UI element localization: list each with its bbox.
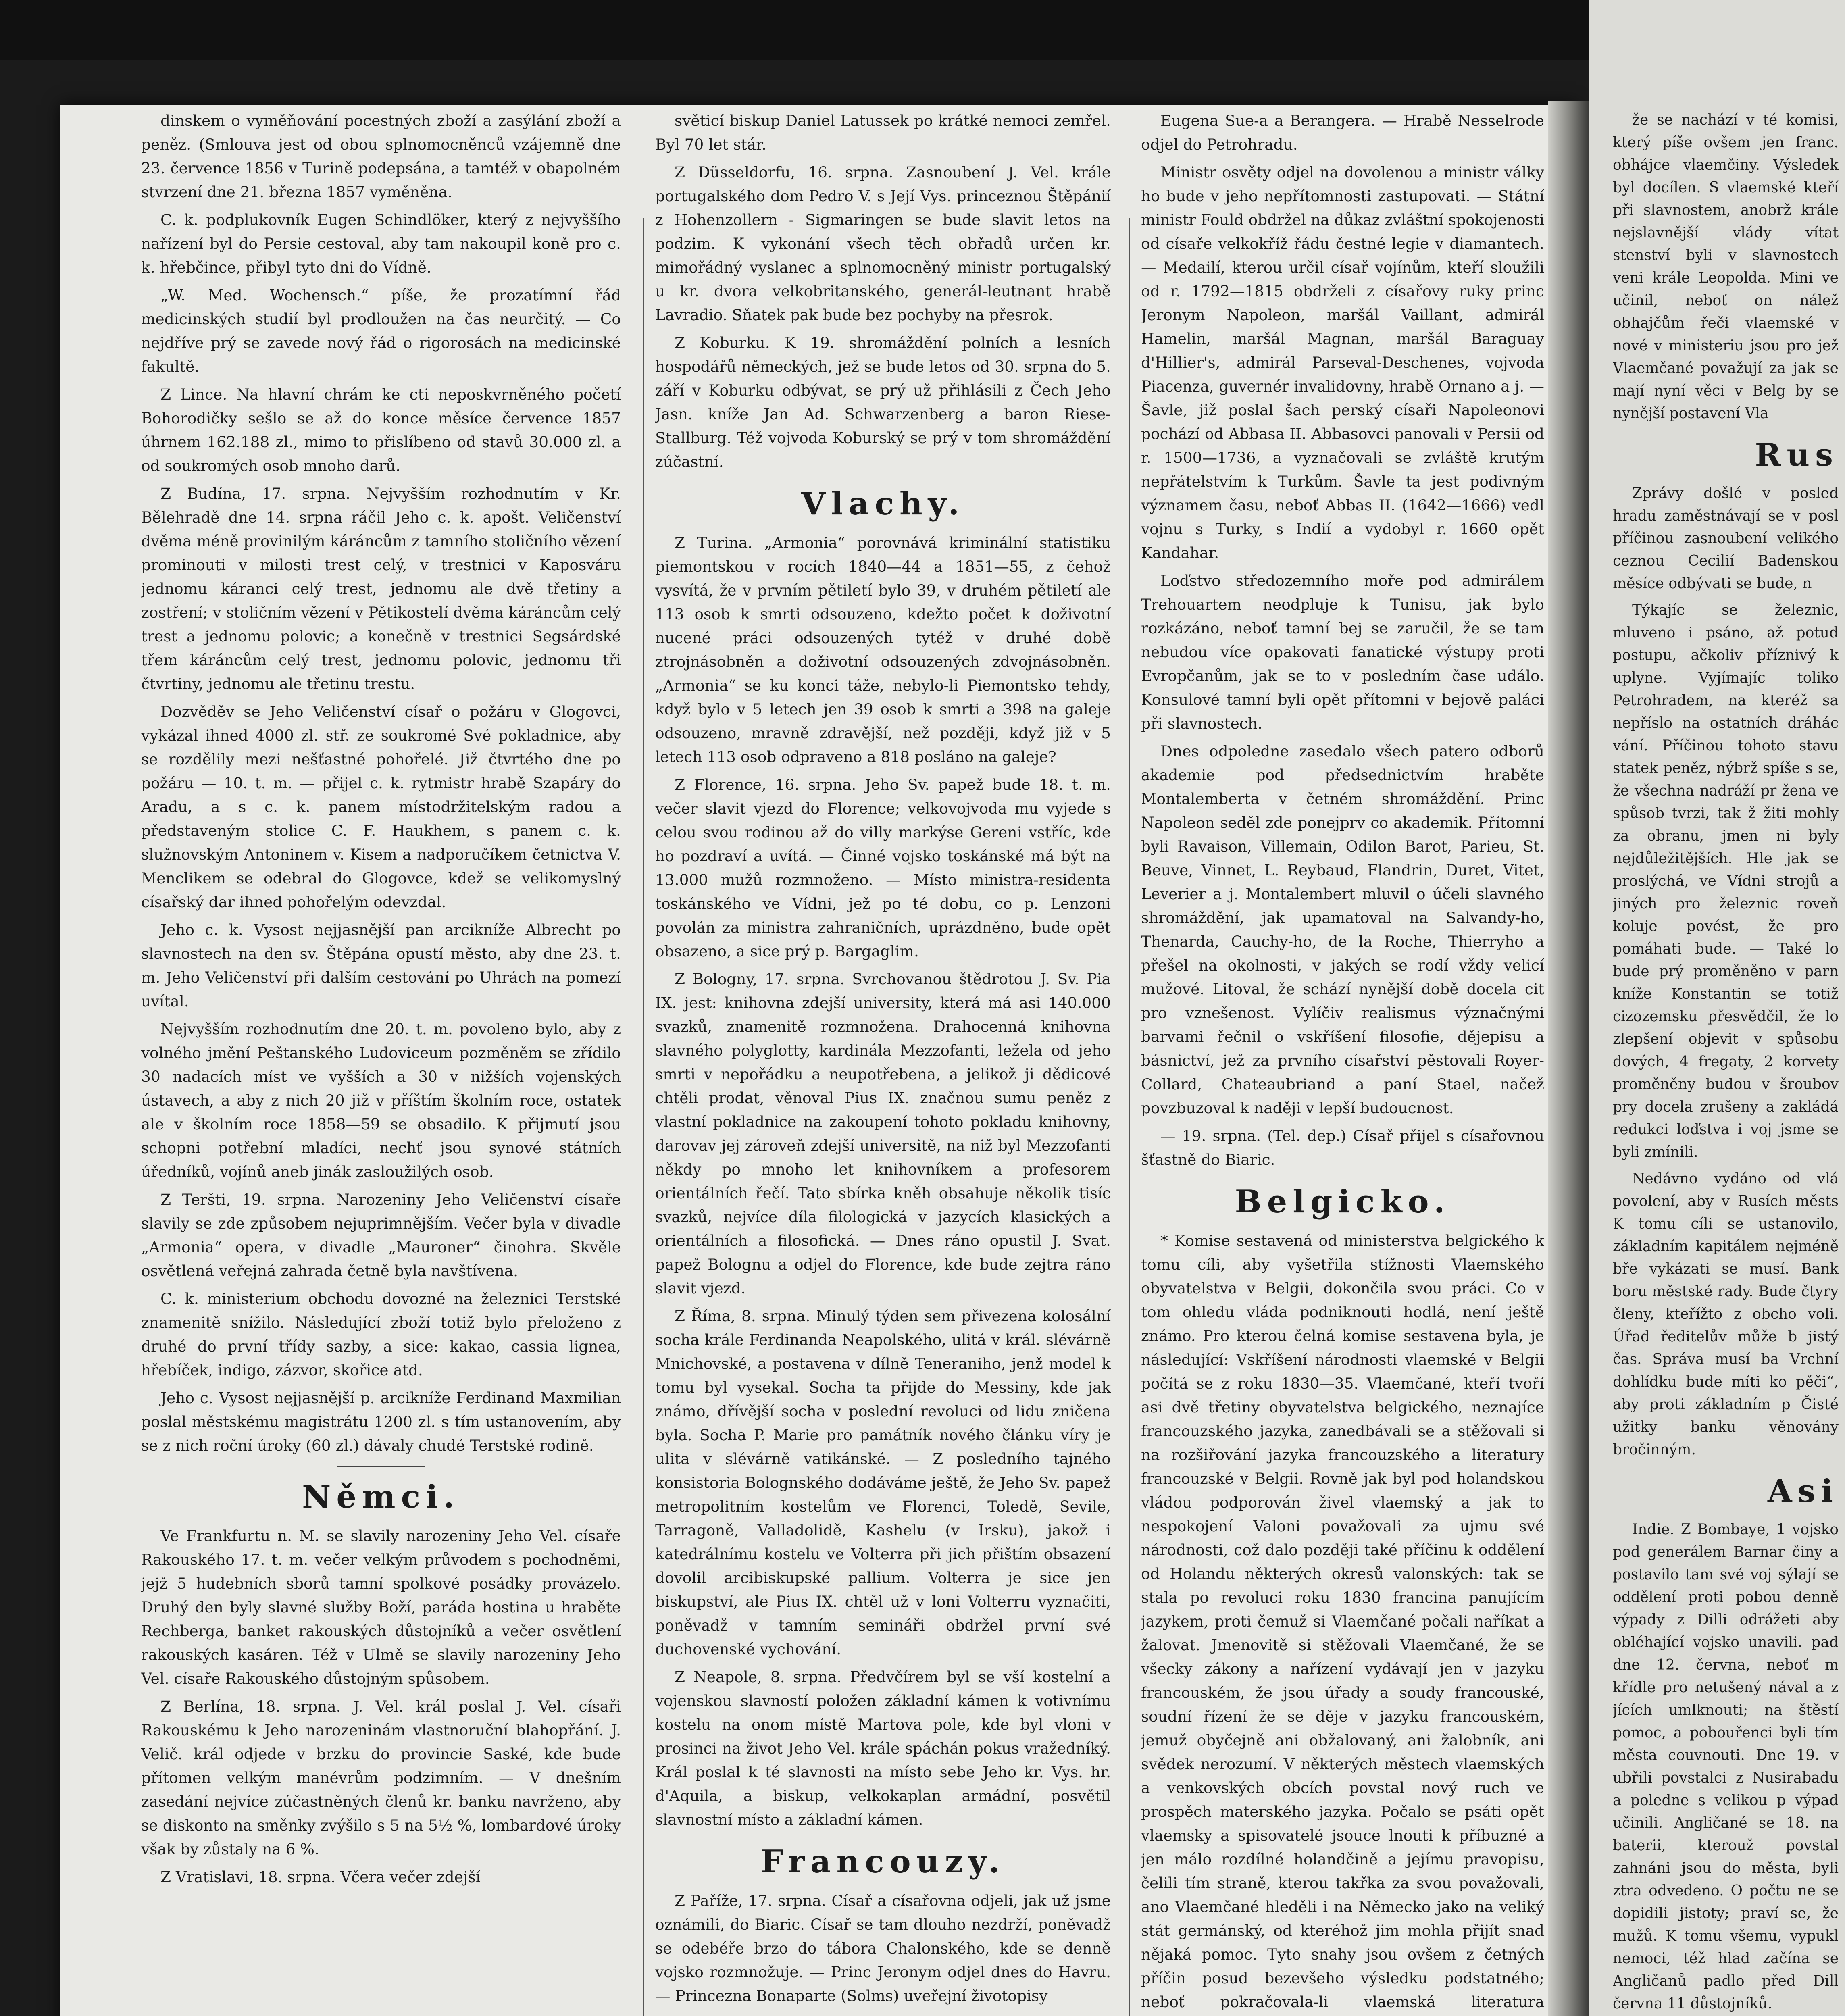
article-paragraph: — 19. srpna. (Tel. dep.) Císař přijel s císařovnou šťastně do Biaric. bbox=[1141, 1127, 1544, 1168]
column-2-articles-francouzy bbox=[655, 1889, 1111, 2008]
heading-asie: Asi bbox=[1767, 1473, 1839, 1510]
article-paragraph: Nedávno vydáno od vlá povolení, aby v Rusích městs K tomu cíli se ustanovilo, základním kapitálem nejméně bře vykázati se musí. Bank boru městské rady. Bude čtyry členy, kteřížto z obcho voli. Úřad ředitelův může b jistý čas. Správa musí ba Vrchní dohlídku bude míti ko pěči“, aby proti základním p Čisté užitky banku věnovány bročinným. bbox=[1613, 1170, 1839, 1458]
article-paragraph: Z Lince. Na hlavní chrám ke cti neposkvrněného početí Bohorodičky sešlo se až do konce měsíce července 1857 úhrnem 162.188 zl., mimo to přislíbeno od stavů 30.000 zl. a od soukromých osob mnoho darů. bbox=[141, 385, 621, 475]
article-paragraph: Nejvyšším rozhodnutím dne 20. t. m. povoleno bylo, aby z volného jmění Peštanského Ludoviceum pozměněm se zřídilo 30 nadacích míst ve vyšších a 30 v nižších vojenských ústavech, a aby z nich 20 již v příštím školním roce, ostatek ale v školním roce 1858—59 se obsadilo. K přijmutí jsou schopni potřební mladíci, nechť jsou synové státních úředníků, vojínů aneb jinák zasloužilých osob. bbox=[141, 1020, 621, 1181]
column-2-articles bbox=[655, 109, 1111, 474]
article-paragraph: Z Turina. „Armonia“ porovnává kriminální statistiku piemontskou v rocích 1840—44 a 1851—55, z čehož vysvítá, že v prvním pětiletí bylo 39, v druhém pětiletí ale 113 osob k smrti odsouzeno, kdežto počet k doživotní nucené práci odsouzených tytéž v druhé době ztrojnásobněn a doživotní odsouzených zdvojnásobněn. „Armonia“ se ku konci táže, nebylo-li Piemontsko tehdy, když bylo v 5 letech jen 39 osob k smrti a 398 na galeje odsouzeno, mravně zdravější, než později, když již v 5 letech 113 osob odpraveno a 818 posláno na galeje? bbox=[655, 534, 1111, 766]
article-paragraph: C. k. podplukovník Eugen Schindlöker, který z nejvyššího nařízení byl do Persie cestoval, aby tam nakoupil koně pro c. k. hřebčince, přibyl tyto dni do Vídně. bbox=[141, 211, 621, 276]
article-paragraph: Z Paříže, 17. srpna. Císař a císařovna odjeli, jak už jsme oznámili, do Biaric. Císař se tam dlouho nezdrží, poněvadž se odebéře brzo do tábora Chalonského, kde se denně vojsko rozmnožuje. — Princ Jeronym odjel dnes do Havru. — Princezna Bonaparte (Solms) uveřejní životopisy bbox=[655, 1892, 1111, 2005]
column-4-articles-asie bbox=[1613, 1518, 1839, 2016]
article-paragraph: Týkajíc se železnic, mluveno i psáno, až potud postupu, ačkoliv příznivý k uplyne. Vyjímajíc toliko Petrohradem, na kteréž sa nepříslo na ostatních dráhác vání. Příčinou tohoto stavu statek peněz, nýbrž spíše s se, že všechna nadráží pr žena ve spůsob tvrzi, tak ž žiti mohly za obranu, jmen ni byly nejdůležitějších. Hle jak se proslýchá, ve Vídni strojů a jiných pro železnic roveň koluje povést, že pro pomáhati bude. — Také lo bude prý proměněno v parn kníže Konstantin se totiž cizozemsku přesvědčil, že lo zlepšení objevit v spůsobu dových, 4 fregaty, 2 korvety proměněny budou v šroubov pry docela zrušeny a zakládá redukci loďstva i voj jsme se byli zmínili. bbox=[1613, 602, 1839, 1160]
article-paragraph: Jeho c. k. Vysost nejjasnější pan arcikníže Albrecht po slavnostech na den sv. Štěpána opustí město, aby dne 23. t. m. Jeho Veličenství při dalším cestování po Uhrách na pomezí uvítal. bbox=[141, 921, 621, 1010]
article-paragraph: Z Říma, 8. srpna. Minulý týden sem přivezena kolosální socha krále Ferdinanda Neapolského, ulitá v král. slévárně Mnichovské, a postavena v dílně Teneraniho, jenž model k tomu byl vysekal. Socha ta přijde do Messiny, kde jak známo, dřívější socha v poslední revoluci od lidu zničena byla. Socha P. Marie pro památník nového článku víry je ulita v slévárně vatikánské. — Z posledního tajného konsistoria Bolognského dodáváme ještě, že Jeho Sv. papež metropolitním kostelům ve Florenci, Toledě, Sevile, Tarragoně, Valladolidě, Kashelu (v Irsku), jakož i katedrálnímu kostelu ve Volterra při jich přištím obsazení dovolil arcibiskupské pallium. Volterra je sice jen biskupství, ale Pius IX. chtěl už v loni Volterru vyznačiti, poněvadž v tamním semináři obdržel první své duchovenské vychování. bbox=[655, 1307, 1111, 1658]
article-paragraph: Ministr osvěty odjel na dovolenou a ministr války ho bude v jeho nepřítomnosti zastupovati. — Státní ministr Fould obdržel na důkaz zvláštní spokojenosti od císaře velkokříž řádu čestné legie v diamantech. — Medailí, kterou určil císař vojínům, kteří sloužili od r. 1792—1815 obdrželi z císařovy ruky princ Jeronym Napoleon, maršál Vaillant, admirál Hamelin, maršál Magnan, maršál Baraguay d'Hillier's, admirál Parseval-Deschenes, vojvoda Piacenza, guvernér invalidovny, hrabě Ornano a j. — Šavle, již poslal šach perský císaři Napoleonovi pochází od Abbasa II. Abbasovci panovali v Persii od r. 1500—1736, a vyznačovali se zvláště krutým nepřátelstvím k Turkům. Šavle ta jest podivným významem času, neboť Abbas II. (1642—1666) vedl vojnu s Turky, s Indií a vydobyl r. 1660 opět Kandahar. bbox=[1141, 163, 1544, 562]
article-paragraph: světicí biskup Daniel Latussek po krátké nemoci zemřel. Byl 70 let stár. bbox=[655, 112, 1111, 153]
article-paragraph: Dozvěděv se Jeho Veličenství císař o požáru v Glogovci, vykázal ihned 4000 zl. stř. ze soukromé Své pokladnice, aby se rozdělily mezi nešťastné pohořelé. Již čtvrtého dne po požáru — 10. t. m. — přijel c. k. rytmistr hrabě Szapáry do Aradu, a s c. k. panem místodržitelským radou a představeným stolice C. F. Haukhem, s panem c. k. služnovským Antoninem v. Kisem a nadporučíkem četnictva V. Menclikem se odebral do Glogovce, kdež se velikomyslný císařský dar ihned pohořelým odevzdal. bbox=[141, 703, 621, 911]
column-1 bbox=[141, 109, 621, 2016]
column-3-articles-belgicko bbox=[1141, 1229, 1544, 2016]
column-4-facing-page bbox=[1613, 109, 1839, 2016]
column-rule bbox=[643, 218, 644, 2016]
article-paragraph: Loďstvo středozemního moře pod admirálem Trehouartem neodpluje k Tunisu, jak bylo rozkázáno, neboť tamní bej se zaručil, že se tam nebudou více opakovati fanatické výstupy proti Evropčanům, jak se to v posledním čase událo. Konsulové tamní byli opět přítomni v bejově paláci při slavnostech. bbox=[1141, 572, 1544, 732]
heading-nemci: Němci. bbox=[302, 1479, 460, 1515]
article-paragraph: Z Neapole, 8. srpna. Předvčírem byl se vší kostelní a vojenskou slavností položen základní kámen k votivnímu kostelu na onom místě Martova pole, kde byl vloni v prosinci na život Jeho Vel. krále spáchán pokus vražedníký. Král poslal k té slavnosti na místo sebe Jeho kr. Vys. hr. d'Aquila, a biskup, velkokaplan armádní, posvětil slavnostní místo a základní kámen. bbox=[655, 1668, 1111, 1829]
article-paragraph: dinskem o vyměňování pocestných zboží a zasýlání zboží a peněz. (Smlouva jest od obou splnomocněnců vzájemně dne 23. července 1856 v Turině podepsána, a tamtéž v obapolném stvrzení dne 21. března 1857 vyměněna. bbox=[141, 112, 621, 201]
article-paragraph: Zprávy došlé v posled hradu zaměstnávají se v posl příčinou zasnoubení velikého ceznou Cecilií Badenskou měsíce odbývati se bude, n bbox=[1613, 485, 1839, 592]
article-paragraph: Z Koburku. K 19. shromáždění polních a lesních hospodářů německých, jež se bude letos od 30. srpna do 5. září v Koburku odbývat, se prý už přihlásili z Čech Jeho Jasn. kníže Jan Ad. Schwarzenberg a baron Riese-Stallburg. Též vojvoda Koburský se prý v tom shromáždění zúčastní. bbox=[655, 334, 1111, 471]
article-paragraph: Z Vratislavi, 18. srpna. Včera večer zdejší bbox=[160, 1868, 481, 1886]
column-2-articles-vlachy bbox=[655, 531, 1111, 1832]
article-paragraph: Z Florence, 16. srpna. Jeho Sv. papež bude 18. t. m. večer slavit vjezd do Florence; velkovojvoda mu vyjede s celou svou rodinou až do villy markýse Gereni vstříc, kde ho pozdraví a uvítá. — Činné vojsko toskánské má být na 13.000 mužů rozmnoženo. — Místo ministra-residenta toskánského ve Vídni, jež po té dobu, co p. Lenzoni povolán za ministra zahraničních, uprázdněno, bude opět obsazeno, a sice prý p. Bargaglim. bbox=[655, 776, 1111, 960]
article-paragraph: Dnes odpoledne zasedalo všech patero odborů akademie pod předsednictvím hraběte Montalemberta v četném shromáždění. Princ Napoleon seděl zde ponejprv co akademik. Přítomní byli Ravaison, Villemain, Odilon Barot, Parieu, St. Beuve, Vinnet, L. Reybaud, Flandrin, Duret, Vitet, Leverier a j. Montalembert mluvil o účeli slavného shromáždění, jak upamatoval na Salvandy-ho, Thenarda, Cauchy-ho, de la Roche, Thierryho a přešel na okolnosti, v jakých se rodí vždy velicí mužové. Litoval, že schází nynější době docela cit pro vznešenost. Vylíčiv realismus význačnými barvami řečnil o vskříšení filosofie, dějepisu a básnictví, jež za prvního císařství pěstovali Royer-Collard, Chateaubriand a paní Stael, načež povzbuzoval k naději v lepší budoucnost. bbox=[1141, 742, 1544, 1117]
article-paragraph: že se nachází v té komisi, který píše ovšem jen franc. obhájce vlaemčiny. Výsledek byl docílen. S vlaemské kteří při slavnostem, anobrž krále nejslavnější vlády vítat stenství byli v slavnostech veni krále Leopolda. Mini ve učinil, neboť on nálež obhajčům řeči vlaemské v nové v ministeriu jsou pro jež Vlaemčané považují za jak se mají nyní věci v Belg by se nynější postavení Vla bbox=[1613, 112, 1839, 422]
article-paragraph: Jeho c. Vysost nejjasnější p. arcikníže Ferdinand Maxmilian poslal městskému magistrátu 1200 zl. s tím ustanovením, aby se z nich roční úroky (60 zl.) dávaly chudé Terstské rodině. bbox=[141, 1389, 621, 1454]
scan-top-border bbox=[0, 0, 1845, 60]
article-paragraph: Z Teršti, 19. srpna. Narozeniny Jeho Veličenství císaře slavily se zde způsobem nejuprimnějším. Večer byla v divadle „Armonia“ opera, v divadle „Mauroner“ činohra. Skvěle osvětlená veřejná zahrada četně byla navštívena. bbox=[141, 1191, 621, 1280]
article-paragraph: Indie. Z Bombaye, 1 vojsko pod generálem Barnar činy a postavilo tam své voj sýlají se oddělení proti pobou denně výpady z Dilli odrážeti aby obléhající vojsko unavili. pad dne 12. června, neboť m křídle pro netušený nával a z jících umlknouti; na štěstí pomoc, a pobouřenci byli tím města couvnouti. Dne 19. v ubřili povstalci z Nusirabadu a poledne s velikou p výpad učinili. Angličané se 18. na baterii, kterouž povstal zahnáni jsou do města, byli ztra odvedeno. O počtu ne se dopidili jistoty; praví se, že mužů. K tomu všemu, vypukl nemoci, též hlad začína se Angličanů padlo před Dill června 11 důstojníků. bbox=[1613, 1521, 1839, 2012]
column-rule bbox=[1129, 218, 1130, 2016]
article-paragraph: Ve Frankfurtu n. M. se slavily narozeniny Jeho Vel. císaře Rakouského 17. t. m. večer velkým průvodem s pochodněmi, jejž 5 hudebních sborů tamní spolkové posádky provázelo. Druhý den byly slavné služby Boží, paráda hostina u hraběte Rechberga, banket rakouských důstojníků a večer osvětlení rakouských kasáren. Též v Ulmě se slavily narozeniny Jeho Vel. císaře Rakouského důstojným spůsobem. bbox=[141, 1527, 621, 1687]
heading-francouzy: Francouzy. bbox=[760, 1843, 1006, 1880]
column-2 bbox=[655, 109, 1111, 2016]
column-4-articles-rusko bbox=[1613, 482, 1839, 1461]
article-paragraph: C. k. ministerium obchodu dovozné na železnici Terstské znamenitě snížilo. Následující zboží totiž bylo přeloženo z druhé do první třídy sazby, a sice: kakao, cassia lignea, hřebíček, indigo, zázvor, skořice atd. bbox=[141, 1290, 621, 1379]
book-spine-shadow bbox=[1548, 101, 1589, 2016]
article-paragraph: Eugena Sue-a a Berangera. — Hrabě Nesselrode odjel do Petrohradu. bbox=[1141, 112, 1544, 153]
article-paragraph: Z Bologny, 17. srpna. Svrchovanou štědrotou J. Sv. Pia IX. jest: knihovna zdejší university, která má asi 140.000 svazků, znamenitě rozmnožena. Drahocenná knihovna slavného polyglotty, kardinála Mezzofanti, ležela od jeho smrti v nepořádku a neupotřebena, a jelikož ji dědicové chtěli prodat, věnoval Pius IX. značnou sumu peněz z vlastní pokladnice na zakoupení tohoto pokladu knihovny, darovav jej zároveň zdejší universitě, na niž byl Mezzofanti někdy po mnoho let knihovníkem a profesorem orientálních řečí. Tato sbírka kněh obsahuje několik tisíc svazků, nejvíce díla filologická v jazycích klasických a orientálních a filosofická. — Dnes ráno opustil J. Svat. papež Bolognu a odjel do Florence, kde bude zejtra ráno slavit vjezd. bbox=[655, 970, 1111, 1297]
heading-rusko: Rus bbox=[1755, 437, 1839, 473]
section-divider bbox=[337, 1466, 425, 1467]
article-paragraph: „W. Med. Wochensch.“ píše, že prozatímní řád medicinských studií byl prodloužen na čas neurčitý. — Co nejdříve prý se zavede nový řád o rigorosách na medicinské fakultě. bbox=[141, 286, 621, 375]
column-1-articles-nemci bbox=[141, 1524, 621, 1889]
article-paragraph: Z Berlína, 18. srpna. J. Vel. král poslal J. Vel. císaři Rakouskému k Jeho narozeninám vlastnoruční blahopřání. J. Velič. král odjede v brzku do provincie Saské, kde bude přítomen velkým manévrům podzimním. — V dnešním zasedání nejvíce zúčastněných členů kr. banku navrženo, aby se diskonto na směnky zvýšilo s 5 na 5½ %, lombardové úroky však by zůstaly na 6 %. bbox=[141, 1697, 621, 1858]
article-paragraph: * Komise sestavená od ministerstva belgického k tomu cíli, aby vyšetřila stížnosti Vlaemského obyvatelstva v Belgii, dokončila svou práci. Co v tom ohledu vláda podniknouti hodlá, není ještě známo. Pro kterou čelná komise sestavena byla, je následující: Vskříšení národnosti vlaemské v Belgii počítá se z roku 1830—35. Vlaemčané, kteří tvoří asi dvě třetiny obyvatelstva belgického, neznajíce francouzského jazyka, zanedbávali se a stěžovali si na rozšiřování jazyka francouzského a literatury francouzské v Belgii. Rovně jak byl pod holandskou vládou podporován živel vlaemský a jak to nespokojení Valoni považovali za ujmu své národnosti, což dalo později také příčinu k oddělení od Holandu některých okresů valonských: tak se stala po revoluci roku 1830 francina panujícím jazykem, proti čemuž si Vlaemčané počali naříkat a žalovat. Jmenovitě si stěžovali Vlaemčané, že se všecky zákony a nařízení vydávají jen v jazyku francouském, že jsou úřady a soudy francouské, soudní řízení že se děje v jazyku francouském, jemuž obyčejně ani obžalovaný, ani žalobník, ani svědek nerozumí. V některých městech vlaemských a venkovských obcích povstal nový ruch ve prospěch materského jazyka. Počalo se psáti opět vlaemsky a spisovatelé jsouce lnouti k příbuzné a jen málo rozdílné holandčině a jejímu pravopisu, čelili tím straně, kterou takřka za svou považovali, ano Vlaemčané hleděli i na Německo jako na veliký stát germánský, od kteréhož jim mohla přijít snad nějaká pomoc. Tyto snahy jsou ovšem z četných příčin posud bezevšeho výsledku podstatného; neboť pokračovala-li vlaemská literatura bbox=[1141, 1232, 1544, 2011]
column-1-articles bbox=[141, 109, 621, 1458]
article-paragraph: Z Budína, 17. srpna. Nejvyšším rozhodnutím v Kr. Bělehradě dne 14. srpna ráčil Jeho c. k. apošt. Veličenství dvěma méně provinilým káráncům z tamního stoličního vězení prominouti v milosti trest celý, v trestnici v Kaposváru jednomu káranci celý trest, jednomu ale dvě třetiny a zostření; v stoličním vězení v Pětikostelí dvěma káráncům celý trest a jednomu polovic; a konečně v trestnici Segsárdské třem káráncům celý trest, jednomu polovic, jednomu tři čtvrtiny, jednomu ale třetinu trestu. bbox=[141, 485, 621, 693]
article-paragraph: Z Düsseldorfu, 16. srpna. Zasnoubení J. Vel. krále portugalského dom Pedro V. s Její Vys. princeznou Štěpánií z Hohenzollern - Sigmaringen se bude slavit letos na podzim. K vykonání všech těch obřadů určen kr. mimořádný vyslanec a splnomocněný ministr portugalský u kr. dvora velkobritanského, generál-leutnant hrabě Lavradio. Sňatek pak bude bez pochyby na přesrok. bbox=[655, 163, 1111, 324]
column-3-articles bbox=[1141, 109, 1544, 1172]
heading-vlachy: Vlachy. bbox=[801, 485, 965, 522]
heading-belgicko: Belgicko. bbox=[1235, 1183, 1451, 1220]
column-3 bbox=[1141, 109, 1544, 2016]
column-4-articles bbox=[1613, 109, 1839, 425]
